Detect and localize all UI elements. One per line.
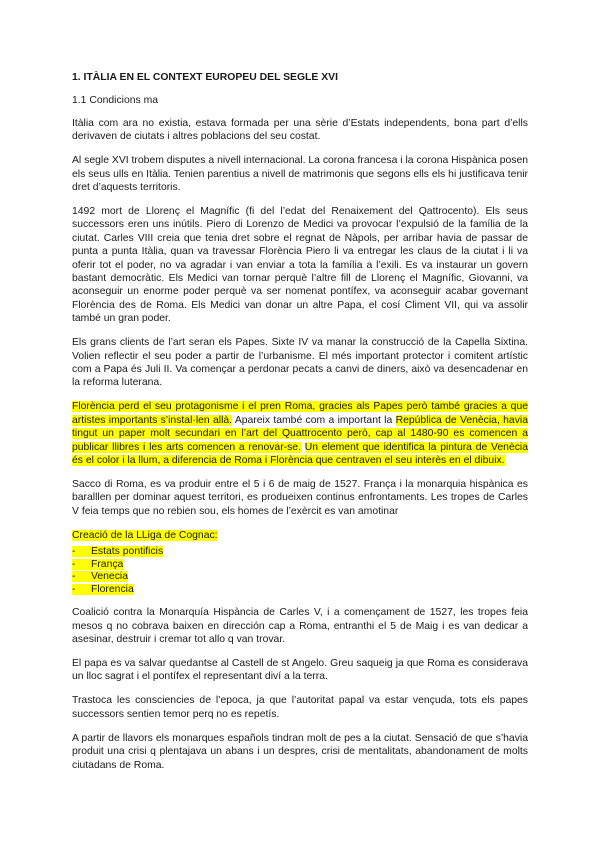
paragraph-coalition: Coalició contra la Monarquía Hispància de Carles V, i a començament de 1527, les tropes feia mesos q no cobrava baixen en dirección cap a Roma, entranthi el 5 de Maig i es van dedicar a asesinar, destruir i cremar tot allo q van trovar. — [72, 607, 528, 646]
paragraph-sacco-di-roma: Sacco di Roma, es va produir entre el 5 i 6 de maig de 1527. França i la monarquia hispànica es baralllen per dominar aquest territori, es produeixen continus enfrontaments. Les tropes de Carles V feia temps que no rebien sou, els homes de l’exèrcit es van amotinar — [72, 478, 528, 517]
league-title: Creació de la LLiga de Cognac: — [72, 529, 218, 541]
highlight-venice-republic: República de Venècia, havia tingut un paper molt secundari en l’art del Quattrocento però, cap al 1480-90 es comencen a publicar llibres i les arts comencen a renovar-se. — [72, 414, 528, 453]
list-dash: - — [72, 558, 76, 570]
list-item — [72, 559, 528, 572]
list-dash: - — [72, 545, 76, 557]
list-dash: - — [72, 571, 76, 583]
list-dash: - — [72, 583, 76, 595]
paragraph-pope-saved: El papa es va salvar quedantse al Castell de st Angelo. Greu saqueig ja que Roma es considerava un lloc sagrat i el pontífex el representant diví a la terra. — [72, 658, 528, 683]
list-item-label: Venecia — [91, 571, 128, 583]
league-title-paragraph — [72, 529, 528, 542]
highlight-venice-color: Un element que identifica la pintura de Venècia és el color i la llum, a diferencia de Roma i Florència que centraven el seu interès en el dibuix. — [72, 441, 529, 466]
paragraph-rome-venice — [72, 400, 528, 467]
list-item — [72, 584, 528, 597]
list-item — [72, 546, 528, 559]
paragraph-international-disputes: Al segle XVI trobem disputes a nivell internacional. La corona francesa i la corona Hispànica posen els seus ulls en Itàlia. Tenien parentius a nivell de matrimonis que segons ells els hi justificava tenir dret d’aquests territoris. — [72, 155, 528, 194]
paragraph-popes-patrons: Els grans clients de l’art seran els Papes. Sixte IV va manar la construcció de la Capella Sixtina. Volien reflectir el seu poder a partir de l’urbanisme. El més important protector i comitent artístic com a Papa és Juli II. Va començar a perdonar pecats a canvi de diners, això va desencadenar en la reforma luterana. — [72, 337, 528, 389]
text-segment: Apareix també com a important la — [232, 414, 396, 426]
document-page — [72, 72, 528, 782]
highlight-rome-protagonism: Florència perd el seu protagonisme i el pren Roma, gracies als Papes però també gracies a que artistes importants s’instal·len allà. — [72, 401, 528, 426]
paragraph-medici-history: 1492 mort de Llorenç el Magnífic (fi del l’edat del Renaixement del Qattrocento). Els seus successors eren uns inútils. Piero di Lorenzo de Medici va provocar l’expulsió de la família de la ciutat. Carles VIII creia que tenia dret sobre el regnat de Nàpols, per arribar havia de passar de punta a punta Itàlia, quan va travessar Florència Piero li va entregar les claus de la ciutat i li va oferir tot el poder, no va agradar i van enviar a tota la família a l’exili. Es va instaurar un govern bastant democràtic. Els Medici van tornar perquè l’altre fill de Llorenç el Magnífic, Giovanni, va aconseguir un enorme poder perquè va ser nomenat pontífex, va aconseguir acabar governant Florència des de Roma. Els Medici van donar un altre Papa, el cosí Climent VII, qui va assolir també un gran poder. — [72, 206, 528, 325]
subsection-heading: 1.1 Condicions ma — [72, 95, 159, 106]
list-item — [72, 571, 528, 584]
league-list — [72, 546, 528, 596]
list-item-label: Florencia — [91, 583, 134, 595]
list-item-label: Estats pontificis — [91, 545, 164, 557]
paragraph-spanish-monarchs: A partir de llavors els monarques españols tindran molt de pes a la ciutat. Sensació de que s’havia produit una crisi q plentajava un abans i un despres, crisi de mentalitats, abandonament de molts ciutadans de Roma. — [72, 732, 528, 771]
list-item-label: França — [91, 558, 124, 570]
section-heading: 1. ITÀLIA EN EL CONTEXT EUROPEU DEL SEGLE XVI — [72, 72, 338, 83]
paragraph-italy-states: Itàlia com ara no existia, estava formada per una sèrie d’Estats independents, bona part d’ells derivaven de ciutats i altres poblacions del seu costat. — [72, 118, 528, 143]
paragraph-consciences: Trastoca les consciencies de l’epoca, ja que l’autoritat papal va estar vençuda, tots els papes successors sentien temor perq no es repetís. — [72, 695, 528, 720]
